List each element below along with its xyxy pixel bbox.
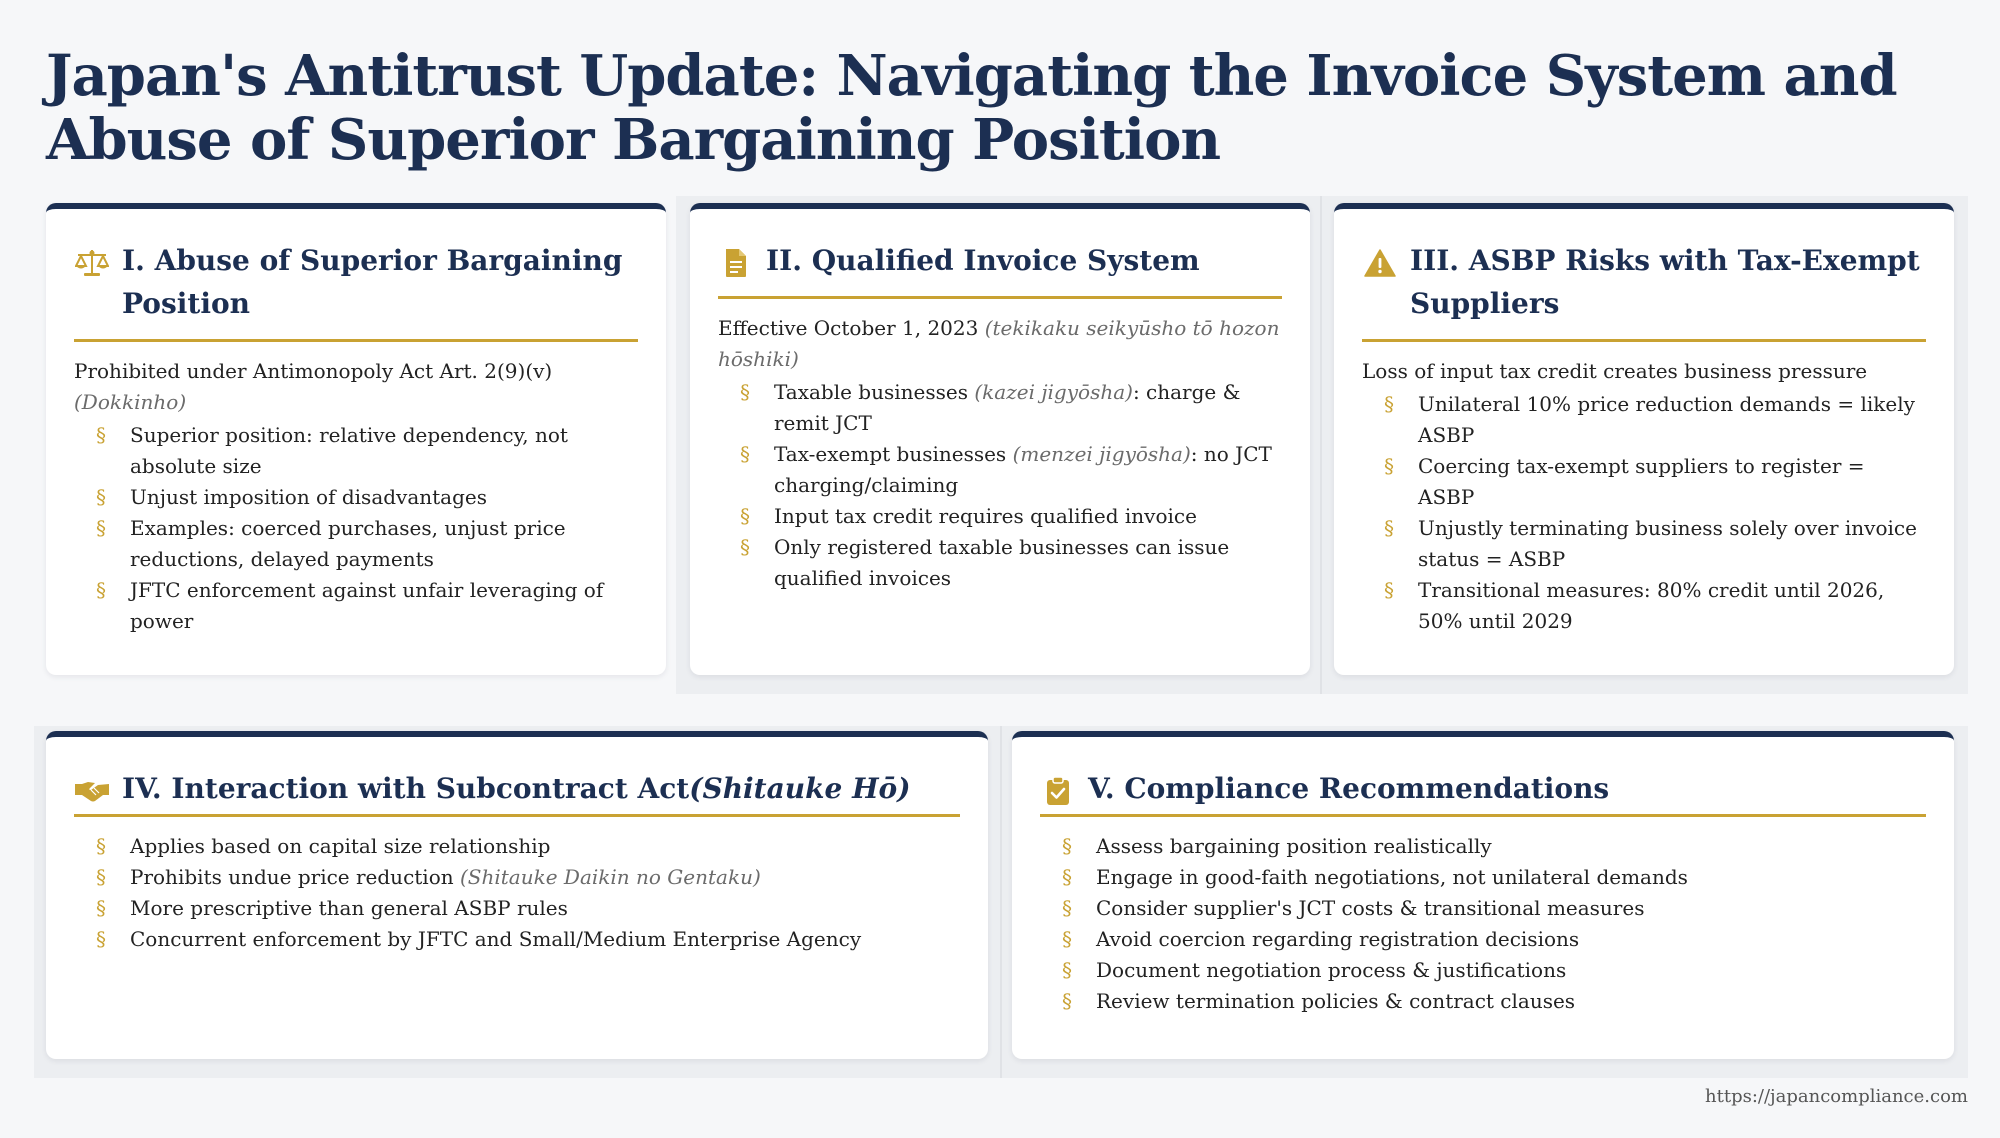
section-bullet-icon: § — [740, 504, 750, 528]
intro-text: Effective October 1, 2023 — [718, 316, 985, 340]
card-header — [718, 209, 1282, 299]
clipboard-check-icon — [1040, 773, 1076, 809]
bullet-list — [74, 420, 638, 637]
section-bullet-icon: § — [1062, 958, 1072, 982]
section-bullet-icon: § — [740, 380, 750, 404]
section-bullet-icon: § — [1062, 927, 1072, 951]
bullet-list — [1040, 831, 1926, 1017]
card-header — [74, 209, 638, 342]
list-item: § Input tax credit requires qualified invoice — [718, 501, 1282, 532]
section-bullet-icon: § — [96, 865, 106, 889]
card-asbp-risks — [1334, 203, 1954, 675]
card-asbp — [46, 203, 666, 675]
card-title: V. Compliance Recommendations — [1088, 772, 1610, 805]
section-bullet-icon: § — [740, 535, 750, 559]
row1-divider — [1320, 196, 1322, 694]
intro-term: (Dokkinho) — [74, 390, 187, 414]
list-item: § Taxable businesses (kazei jigyōsha): charge & remit JCT — [718, 377, 1282, 439]
intro-term: (tekikaku seikyūsho tō hozon hōshiki) — [718, 316, 1280, 371]
list-item: § Review termination policies & contract clauses — [1040, 986, 1926, 1017]
card-title: III. ASBP Risks with Tax-Exempt Suppliers — [1410, 244, 1920, 320]
section-bullet-icon: § — [1062, 834, 1072, 858]
handshake-icon — [74, 773, 110, 809]
section-bullet-icon: § — [740, 442, 750, 466]
card-intro: Loss of input tax credit creates business pressure — [1362, 359, 1868, 383]
section-bullet-icon: § — [1384, 392, 1394, 416]
section-bullet-icon: § — [96, 896, 106, 920]
list-item: § Assess bargaining position realistically — [1040, 831, 1926, 862]
section-bullet-icon: § — [1062, 896, 1072, 920]
card-header — [1362, 209, 1926, 342]
footer-url[interactable]: https://japancompliance.com — [1705, 1086, 1968, 1107]
list-item: § Tax-exempt businesses (menzei jigyōsha): no JCT charging/claiming — [718, 439, 1282, 501]
bullet-list — [1362, 389, 1926, 637]
list-item: § JFTC enforcement against unfair leveraging of power — [74, 575, 638, 637]
list-item: § Unilateral 10% price reduction demands = likely ASBP — [1362, 389, 1926, 451]
list-item: § Applies based on capital size relationship — [74, 831, 960, 862]
card-compliance — [1012, 731, 1954, 1059]
section-bullet-icon: § — [96, 423, 106, 447]
section-bullet-icon: § — [96, 927, 106, 951]
list-item: § Document negotiation process & justifications — [1040, 955, 1926, 986]
list-item: § Avoid coercion regarding registration decisions — [1040, 924, 1926, 955]
warning-triangle-icon — [1362, 245, 1398, 281]
list-item: § Engage in good-faith negotiations, not unilateral demands — [1040, 862, 1926, 893]
section-bullet-icon: § — [1062, 865, 1072, 889]
list-item: § More prescriptive than general ASBP rules — [74, 893, 960, 924]
list-item: § Prohibits undue price reduction (Shitauke Daikin no Gentaku) — [74, 862, 960, 893]
row2-divider — [1000, 726, 1002, 1078]
section-bullet-icon: § — [96, 578, 106, 602]
card-header — [74, 737, 960, 817]
card-title: IV. Interaction with Subcontract Act(Shitauke Hō) — [122, 772, 911, 805]
card-intro — [74, 356, 638, 418]
section-bullet-icon: § — [96, 485, 106, 509]
list-item: § Unjustly terminating business solely over invoice status = ASBP — [1362, 513, 1926, 575]
card-invoice-system — [690, 203, 1310, 675]
bullet-list — [718, 377, 1282, 594]
section-bullet-icon: § — [96, 516, 106, 540]
section-bullet-icon: § — [1384, 454, 1394, 478]
list-item: § Only registered taxable businesses can issue qualified invoices — [718, 532, 1282, 594]
list-item: § Unjust imposition of disadvantages — [74, 482, 638, 513]
card-title: II. Qualified Invoice System — [766, 244, 1200, 277]
list-item: § Concurrent enforcement by JFTC and Small/Medium Enterprise Agency — [74, 924, 960, 955]
list-item: § Examples: coerced purchases, unjust price reductions, delayed payments — [74, 513, 638, 575]
card-title: I. Abuse of Superior Bargaining Position — [122, 244, 623, 320]
section-bullet-icon: § — [1062, 989, 1072, 1013]
list-item: § Transitional measures: 80% credit until 2026, 50% until 2029 — [1362, 575, 1926, 637]
page-title: Japan's Antitrust Update: Navigating the Invoice System and Abuse of Superior Bargaining Position — [46, 43, 1897, 173]
section-bullet-icon: § — [1384, 578, 1394, 602]
invoice-document-icon — [718, 245, 754, 281]
card-subcontract-act — [46, 731, 988, 1059]
list-item: § Superior position: relative dependency, not absolute size — [74, 420, 638, 482]
section-bullet-icon: § — [1384, 516, 1394, 540]
balance-scale-icon — [74, 245, 110, 281]
list-item: § Coercing tax-exempt suppliers to register = ASBP — [1362, 451, 1926, 513]
card-intro — [718, 313, 1282, 375]
list-item: § Consider supplier's JCT costs & transitional measures — [1040, 893, 1926, 924]
title-term: (Shitauke Hō) — [689, 772, 911, 805]
card-header — [1040, 737, 1926, 817]
intro-text: Prohibited under Antimonopoly Act Art. 2(9)(v) — [74, 359, 553, 383]
bullet-list — [74, 831, 960, 955]
section-bullet-icon: § — [96, 834, 106, 858]
